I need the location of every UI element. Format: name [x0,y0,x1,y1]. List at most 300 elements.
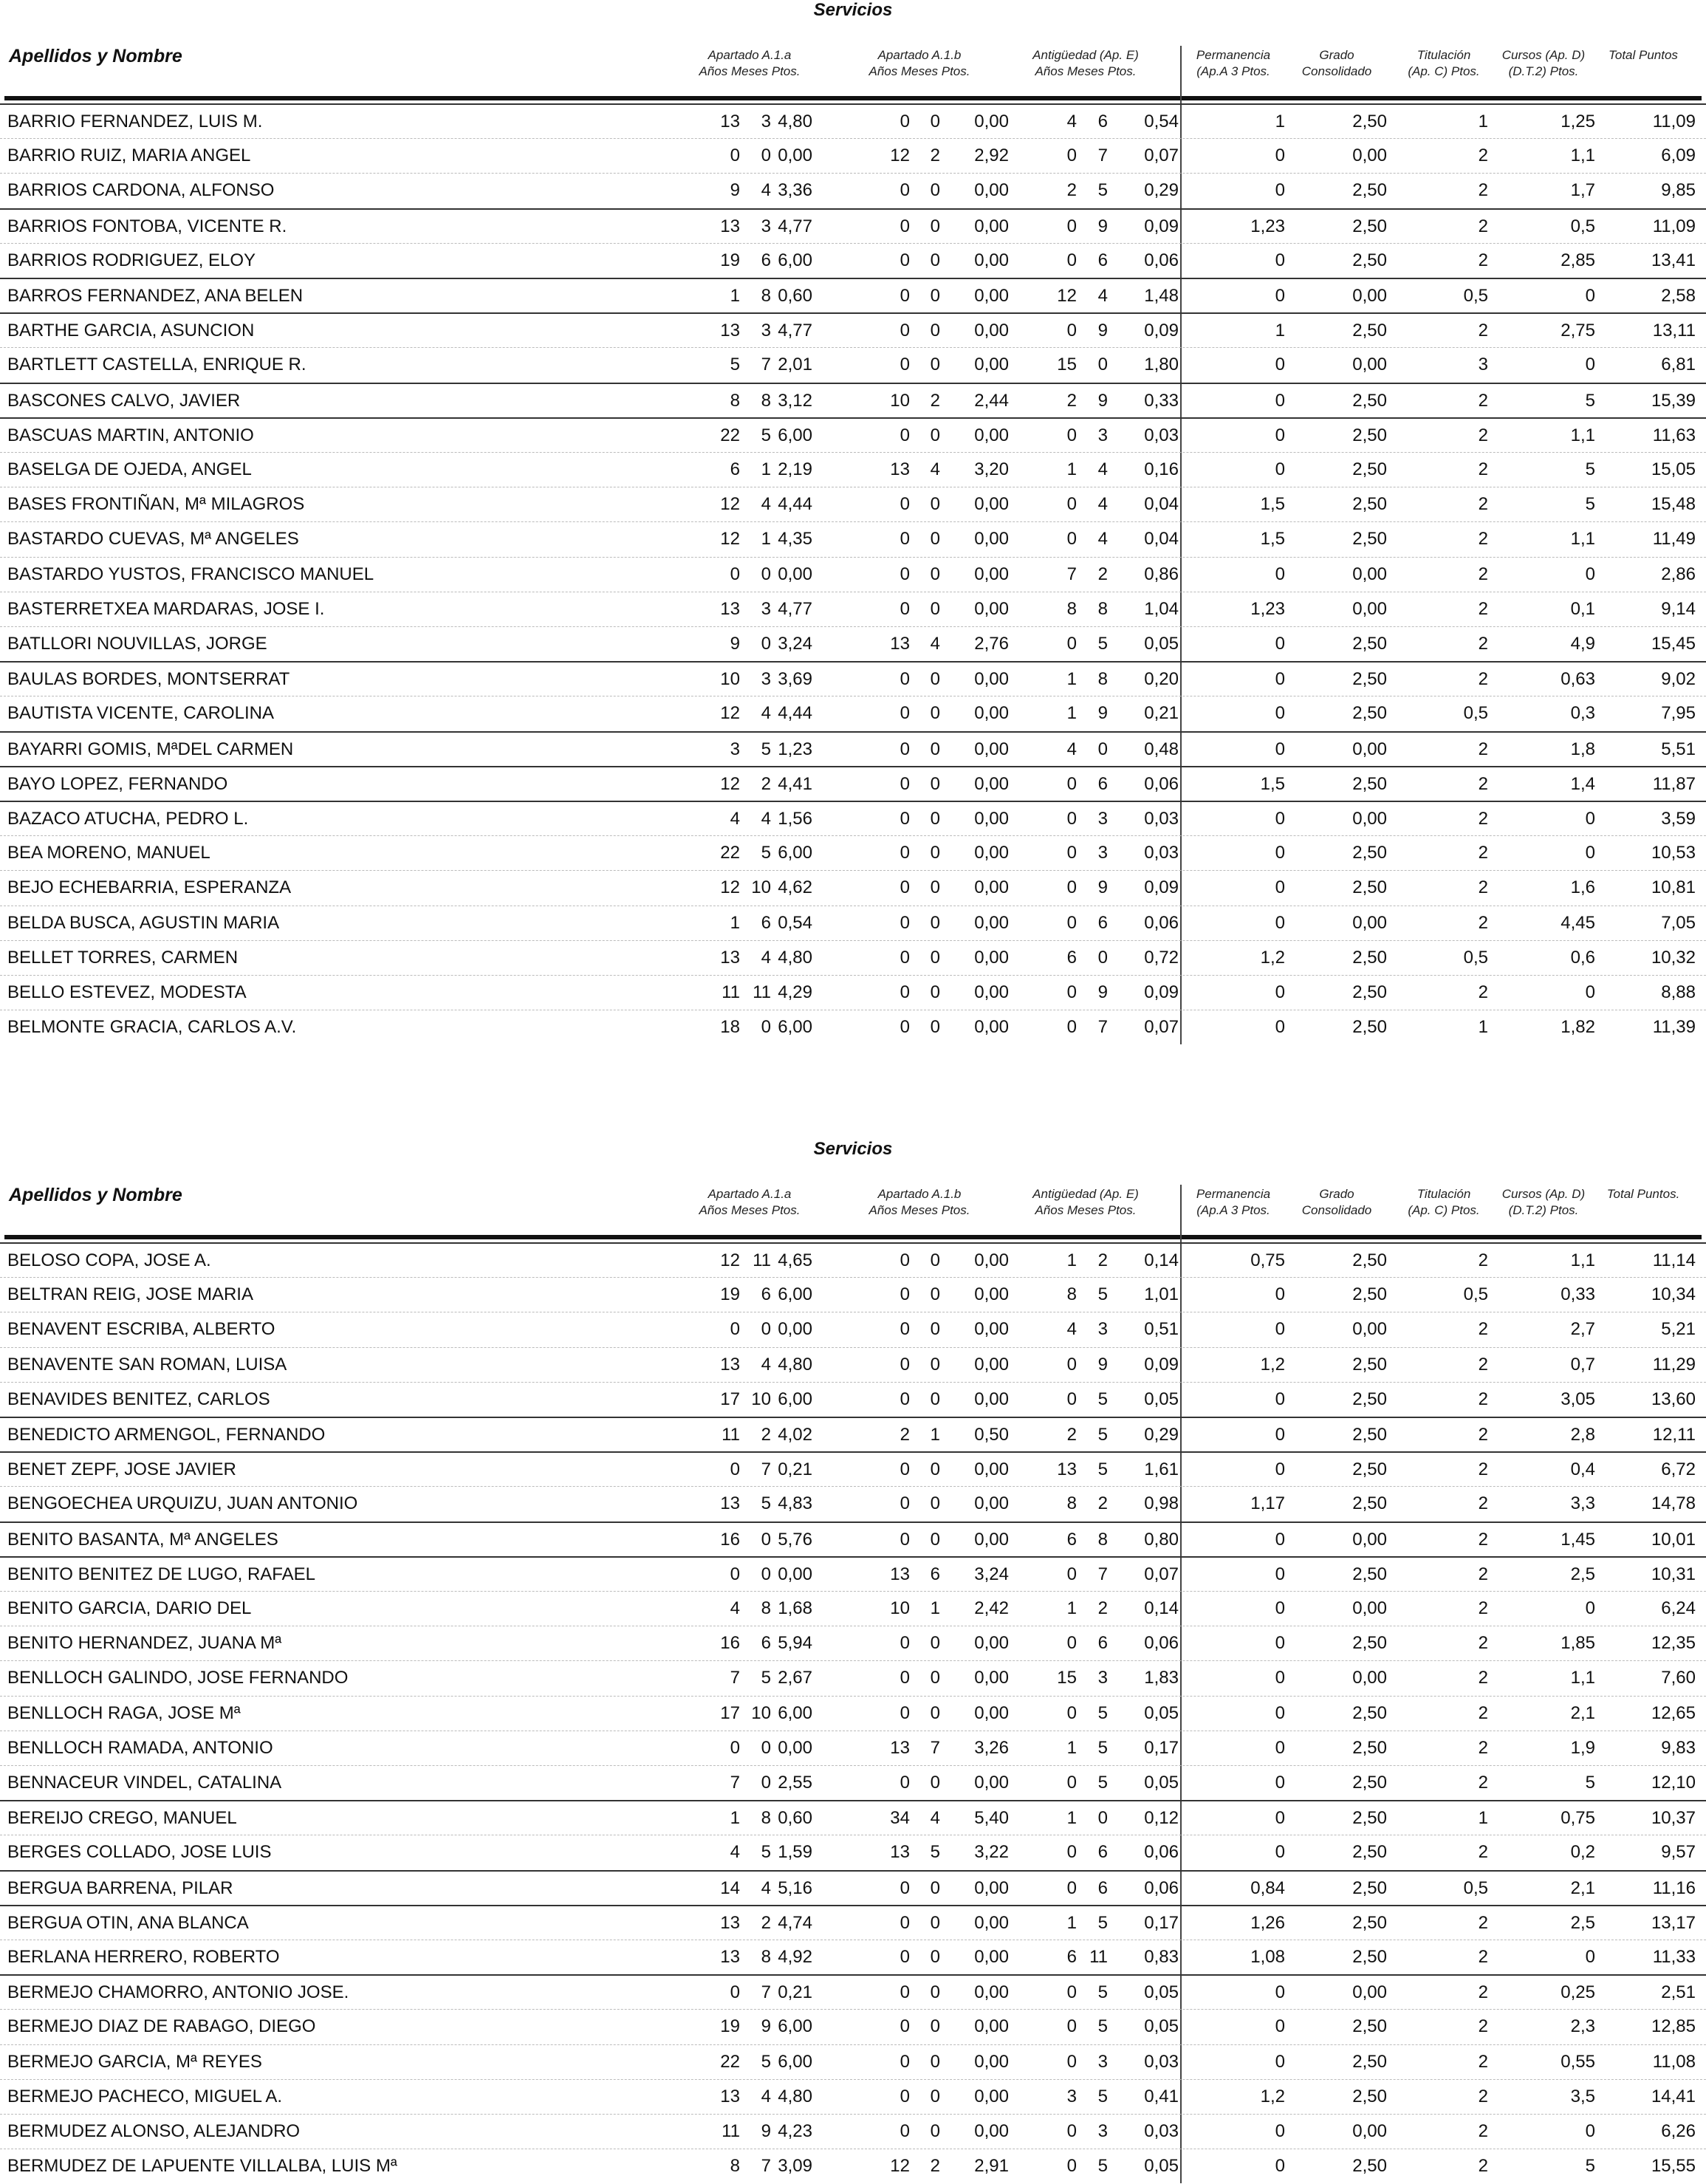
table-row [0,2079,1706,2115]
a1a-meses-cell: 0 [761,1737,771,1758]
grado-cell: 2,50 [1352,877,1387,898]
a1b-anos-cell: 0 [900,598,910,619]
employee-name: BENLLOCH RAMADA, ANTONIO [7,1737,273,1758]
a1a-ptos-cell: 0,00 [778,564,812,584]
ant-meses-cell: 3 [1097,843,1108,863]
ant-anos-cell: 4 [1066,1319,1077,1340]
total-cell: 5,51 [1661,739,1696,759]
a1b-ptos-cell: 0,00 [974,250,1009,270]
total-cell: 12,10 [1651,1773,1696,1793]
a1a-ptos-cell: 0,00 [778,1319,812,1340]
permanencia-cell: 0 [1275,1319,1285,1340]
cursos-cell: 1,9 [1570,1737,1595,1758]
a1b-ptos-cell: 5,40 [974,1808,1009,1829]
a1a-anos-cell: 4 [730,1598,740,1618]
titulacion-cell: 2 [1478,1842,1488,1863]
ant-ptos-cell: 1,80 [1144,355,1179,375]
a1b-anos-cell: 0 [900,1668,910,1688]
column-header-total [1562,1186,1706,1202]
total-cell: 6,81 [1661,355,1696,375]
ant-ptos-cell: 0,86 [1144,564,1179,584]
ant-ptos-cell: 0,09 [1144,982,1179,1002]
a1b-meses-cell: 0 [930,843,940,863]
ant-anos-cell: 1 [1066,1912,1077,1933]
ant-ptos-cell: 0,06 [1144,1877,1179,1898]
a1b-meses-cell: 0 [930,1702,940,1723]
column-header-line: Apartado A.1.a [708,1187,792,1201]
a1a-anos-cell: 19 [720,1284,740,1305]
total-cell: 13,60 [1651,1389,1696,1409]
cursos-cell: 0,5 [1570,216,1595,236]
a1a-meses-cell: 0 [761,1017,771,1038]
total-cell: 15,05 [1651,459,1696,479]
ant-meses-cell: 7 [1097,1017,1108,1038]
cursos-cell: 0 [1585,1598,1595,1618]
table-row [0,1974,1706,2010]
a1b-meses-cell: 0 [930,355,940,375]
employee-name: BENGOECHEA URQUIZU, JUAN ANTONIO [7,1493,358,1514]
a1a-anos-cell: 13 [720,1493,740,1514]
employee-name: BARRIOS FONTOBA, VICENTE R. [7,216,287,236]
a1a-meses-cell: 1 [761,529,771,550]
column-header-line: Antigüedad (Ap. E) [1032,48,1139,62]
a1b-ptos-cell: 0,00 [974,912,1009,933]
a1a-anos-cell: 10 [720,669,740,690]
permanencia-cell: 0 [1275,1017,1285,1038]
cursos-cell: 0,55 [1561,2051,1595,2072]
a1b-ptos-cell: 0,00 [974,1947,1009,1967]
a1a-ptos-cell: 4,29 [778,982,812,1002]
ant-anos-cell: 0 [1066,912,1077,933]
a1b-meses-cell: 0 [930,216,940,236]
table-row [0,1940,1706,1975]
a1a-ptos-cell: 6,00 [778,1702,812,1723]
column-header-line: Años Meses Ptos. [869,64,970,78]
a1a-meses-cell: 4 [761,180,771,201]
ant-ptos-cell: 0,03 [1144,2121,1179,2141]
permanencia-cell: 1,5 [1260,773,1285,794]
table-row [0,487,1706,522]
a1b-meses-cell: 0 [930,1982,940,2003]
a1a-meses-cell: 1 [761,459,771,479]
ant-anos-cell: 0 [1066,425,1077,445]
grado-cell: 2,50 [1352,1947,1387,1967]
a1b-ptos-cell: 2,92 [974,146,1009,166]
grado-cell: 0,00 [1352,598,1387,619]
a1b-anos-cell: 2 [900,1425,910,1445]
grado-cell: 2,50 [1352,669,1387,690]
permanencia-cell: 0 [1275,390,1285,411]
a1a-ptos-cell: 4,02 [778,1425,812,1445]
a1b-anos-cell: 13 [890,1842,910,1863]
column-header-total [1562,47,1706,64]
a1b-anos-cell: 0 [900,1017,910,1038]
ant-anos-cell: 1 [1066,1737,1077,1758]
a1a-ptos-cell: 4,80 [778,947,812,968]
titulacion-cell: 2 [1478,1425,1488,1445]
total-cell: 11,29 [1652,1354,1696,1375]
ant-ptos-cell: 0,05 [1144,2016,1179,2037]
ant-ptos-cell: 0,98 [1144,1493,1179,1514]
a1a-ptos-cell: 4,23 [778,2121,812,2141]
permanencia-cell: 0 [1275,355,1285,375]
titulacion-cell: 2 [1478,877,1488,898]
a1a-ptos-cell: 3,69 [778,669,812,690]
permanencia-cell: 1 [1275,321,1285,341]
a1b-meses-cell: 0 [930,1947,940,1967]
a1a-anos-cell: 17 [720,1389,740,1409]
total-cell: 10,31 [1651,1564,1696,1584]
a1b-anos-cell: 0 [900,982,910,1002]
ant-meses-cell: 6 [1097,1842,1108,1863]
table-row [0,243,1706,278]
a1a-anos-cell: 0 [730,146,740,166]
table-row [0,1731,1706,1766]
ant-anos-cell: 2 [1066,390,1077,411]
a1a-anos-cell: 0 [730,1737,740,1758]
a1b-meses-cell: 0 [930,2086,940,2106]
permanencia-cell: 1,5 [1260,529,1285,550]
cursos-cell: 2,3 [1570,2016,1595,2037]
a1a-meses-cell: 8 [761,1808,771,1829]
a1b-meses-cell: 0 [930,286,940,306]
ant-meses-cell: 8 [1097,598,1108,619]
total-cell: 11,16 [1652,1877,1696,1898]
a1a-meses-cell: 7 [761,1982,771,2003]
a1b-ptos-cell: 0,00 [974,1017,1009,1038]
a1a-meses-cell: 10 [751,1702,771,1723]
a1a-ptos-cell: 4,44 [778,494,812,515]
ant-meses-cell: 5 [1097,180,1108,201]
employee-name: BENAVENTE SAN ROMAN, LUISA [7,1354,287,1375]
ant-anos-cell: 0 [1066,1982,1077,2003]
a1a-anos-cell: 13 [720,598,740,619]
titulacion-cell: 2 [1478,598,1488,619]
column-header-line: Años Meses Ptos. [1035,1203,1137,1217]
a1b-meses-cell: 0 [930,1459,940,1480]
titulacion-cell: 2 [1478,216,1488,236]
ant-anos-cell: 1 [1066,459,1077,479]
a1b-anos-cell: 0 [900,1773,910,1793]
permanencia-cell: 1,5 [1260,494,1285,515]
a1b-ptos-cell: 3,22 [974,1842,1009,1863]
a1a-meses-cell: 3 [761,321,771,341]
total-cell: 9,85 [1661,180,1696,201]
permanencia-cell: 0 [1275,739,1285,759]
ant-meses-cell: 8 [1097,669,1108,690]
a1a-anos-cell: 0 [730,564,740,584]
column-header-line: Titulación [1416,1187,1471,1201]
column-header-line: Consolidado [1301,64,1372,78]
employee-name: BENET ZEPF, JOSE JAVIER [7,1459,236,1480]
ant-anos-cell: 13 [1057,1459,1077,1480]
column-header-line: Antigüedad (Ap. E) [1032,1187,1139,1201]
table-row [0,1417,1706,1453]
section-title: Servicios [813,1139,893,1159]
a1a-ptos-cell: 4,80 [778,1354,812,1375]
a1b-anos-cell: 0 [900,1912,910,1933]
a1b-meses-cell: 2 [930,390,940,411]
ant-anos-cell: 0 [1066,1389,1077,1409]
titulacion-cell: 2 [1478,1354,1488,1375]
cursos-cell: 1,1 [1570,1250,1595,1270]
titulacion-cell: 2 [1478,912,1488,933]
a1a-meses-cell: 9 [761,2121,771,2141]
a1b-anos-cell: 0 [900,739,910,759]
grado-cell: 2,50 [1352,2016,1387,2037]
a1a-meses-cell: 3 [761,598,771,619]
a1b-meses-cell: 0 [930,739,940,759]
table-row [0,1312,1706,1347]
a1b-anos-cell: 0 [900,877,910,898]
column-header-line: (Ap.A 3 Ptos. [1196,64,1270,78]
ant-meses-cell: 2 [1097,1493,1108,1514]
a1a-ptos-cell: 6,00 [778,2016,812,2037]
column-header-line: (D.T.2) Ptos. [1508,64,1579,78]
titulacion-cell: 2 [1478,321,1488,341]
total-cell: 11,08 [1652,2051,1696,2072]
a1b-ptos-cell: 0,00 [974,180,1009,201]
grado-cell: 2,50 [1352,112,1387,131]
a1a-meses-cell: 7 [761,355,771,375]
column-header-line: Años Meses Ptos. [699,64,801,78]
titulacion-cell: 2 [1478,1598,1488,1618]
column-header-a1b [838,1186,1001,1219]
a1a-ptos-cell: 2,67 [778,1668,812,1688]
titulacion-cell: 2 [1478,425,1488,445]
ant-meses-cell: 3 [1097,809,1108,829]
employee-name: BERGUA OTIN, ANA BLANCA [7,1912,249,1933]
total-cell: 11,09 [1652,112,1696,131]
ant-ptos-cell: 1,83 [1144,1668,1179,1688]
a1a-meses-cell: 2 [761,1912,771,1933]
a1b-meses-cell: 5 [930,1842,940,1863]
grado-cell: 2,50 [1352,703,1387,724]
a1a-ptos-cell: 4,65 [778,1250,812,1270]
a1b-ptos-cell: 3,20 [974,459,1009,479]
ant-meses-cell: 5 [1097,1702,1108,1723]
employee-name: BASES FRONTIÑAN, Mª MILAGROS [7,494,305,515]
a1b-anos-cell: 0 [900,809,910,829]
a1b-anos-cell: 0 [900,843,910,863]
permanencia-cell: 0 [1275,425,1285,445]
a1a-meses-cell: 5 [761,1842,771,1863]
employee-name: BASCONES CALVO, JAVIER [7,390,241,411]
permanencia-cell: 0 [1275,2156,1285,2177]
a1a-ptos-cell: 6,00 [778,250,812,270]
a1a-anos-cell: 11 [722,1425,740,1445]
total-cell: 6,26 [1661,2121,1696,2141]
a1b-anos-cell: 0 [900,703,910,724]
total-cell: 10,01 [1651,1529,1696,1550]
a1a-anos-cell: 19 [720,250,740,270]
ant-anos-cell: 1 [1066,1250,1077,1270]
titulacion-cell: 2 [1478,1947,1488,1967]
a1b-anos-cell: 0 [900,286,910,306]
a1a-meses-cell: 4 [761,2086,771,2106]
ant-ptos-cell: 0,06 [1144,773,1179,794]
titulacion-cell: 1 [1478,112,1488,131]
cursos-cell: 2,75 [1561,321,1595,341]
employee-name: BERMEJO CHAMORRO, ANTONIO JOSE. [7,1982,349,2003]
titulacion-cell: 2 [1478,1912,1488,1933]
cursos-cell: 2,1 [1570,1702,1595,1723]
a1a-ptos-cell: 0,60 [778,1808,812,1829]
total-cell: 12,35 [1651,1633,1696,1654]
a1a-meses-cell: 4 [761,947,771,968]
a1b-anos-cell: 13 [890,459,910,479]
titulacion-cell: 2 [1478,843,1488,863]
employee-name: BARRIOS RODRIGUEZ, ELOY [7,250,256,270]
table-row [0,1905,1706,1941]
column-header-ant [1004,47,1167,80]
a1a-anos-cell: 18 [720,1017,740,1038]
table-section [0,0,1706,1038]
permanencia-cell: 0 [1275,912,1285,933]
permanencia-cell: 0,75 [1250,1250,1285,1270]
a1a-anos-cell: 11 [722,2121,740,2141]
total-cell: 11,09 [1652,216,1696,236]
grado-cell: 2,50 [1352,1633,1387,1654]
ant-ptos-cell: 0,29 [1144,180,1179,201]
total-cell: 13,11 [1652,321,1696,341]
a1a-meses-cell: 4 [761,809,771,829]
titulacion-cell: 2 [1478,564,1488,584]
grado-cell: 0,00 [1352,286,1387,306]
titulacion-cell: 3 [1478,355,1488,375]
total-cell: 3,59 [1661,809,1696,829]
cursos-cell: 0,6 [1570,947,1595,968]
a1b-ptos-cell: 0,00 [974,703,1009,724]
cursos-cell: 0,25 [1561,1982,1595,2003]
titulacion-cell: 2 [1478,1529,1488,1550]
a1b-meses-cell: 0 [930,1354,940,1375]
a1b-meses-cell: 0 [930,2051,940,2072]
a1b-meses-cell: 0 [930,1773,940,1793]
grado-cell: 2,50 [1352,1459,1387,1480]
table-section [0,1139,1706,2177]
a1b-anos-cell: 0 [900,1633,910,1654]
column-header-line: Apartado A.1.b [877,48,962,62]
ant-ptos-cell: 0,06 [1144,250,1179,270]
ant-ptos-cell: 0,06 [1144,912,1179,933]
table-row [0,383,1706,419]
a1a-ptos-cell: 4,44 [778,703,812,724]
total-cell: 12,65 [1651,1702,1696,1723]
a1a-anos-cell: 22 [720,425,740,445]
header-rule [4,96,1702,100]
table-row [0,870,1706,906]
a1a-meses-cell: 5 [761,1493,771,1514]
a1b-meses-cell: 0 [930,1668,940,1688]
ant-ptos-cell: 0,16 [1144,459,1179,479]
a1b-anos-cell: 0 [900,216,910,236]
a1b-anos-cell: 0 [900,180,910,201]
a1b-meses-cell: 0 [930,529,940,550]
permanencia-cell: 0 [1275,1737,1285,1758]
a1b-anos-cell: 0 [900,425,910,445]
ant-anos-cell: 0 [1066,1702,1077,1723]
ant-anos-cell: 0 [1066,494,1077,515]
table-row [0,1556,1706,1592]
grado-cell: 0,00 [1352,2121,1387,2141]
column-header-line: Permanencia [1196,1187,1271,1201]
a1a-anos-cell: 16 [720,1633,740,1654]
ant-anos-cell: 2 [1066,1425,1077,1445]
a1b-meses-cell: 0 [930,1017,940,1038]
a1a-anos-cell: 5 [730,355,740,375]
total-cell: 11,39 [1652,1017,1696,1038]
total-cell: 11,87 [1652,773,1696,794]
a1a-meses-cell: 3 [761,669,771,690]
table-row [0,417,1706,453]
a1b-anos-cell: 0 [900,912,910,933]
permanencia-cell: 1,2 [1260,1354,1285,1375]
a1a-ptos-cell: 5,94 [778,1633,812,1654]
ant-meses-cell: 9 [1097,321,1108,341]
ant-ptos-cell: 1,48 [1144,286,1179,306]
employee-name: BEREIJO CREGO, MANUEL [7,1808,237,1829]
total-cell: 11,33 [1652,1947,1696,1967]
permanencia-cell: 0 [1275,459,1285,479]
a1b-anos-cell: 0 [900,529,910,550]
titulacion-cell: 2 [1478,250,1488,270]
total-cell: 7,05 [1661,912,1696,933]
a1a-anos-cell: 0 [730,1982,740,2003]
a1b-ptos-cell: 0,00 [974,598,1009,619]
cursos-cell: 0 [1585,809,1595,829]
a1a-anos-cell: 13 [720,321,740,341]
a1b-meses-cell: 0 [930,1912,940,1933]
grado-cell: 2,50 [1352,2051,1387,2072]
employee-name: BAZACO ATUCHA, PEDRO L. [7,809,249,829]
titulacion-cell: 2 [1478,1459,1488,1480]
permanencia-cell: 1,17 [1250,1493,1285,1514]
employee-name: BERMEJO GARCIA, Mª REYES [7,2051,262,2072]
a1b-ptos-cell: 0,00 [974,947,1009,968]
ant-meses-cell: 9 [1097,1354,1108,1375]
a1a-ptos-cell: 3,24 [778,634,812,654]
a1b-ptos-cell: 0,00 [974,773,1009,794]
a1a-ptos-cell: 6,00 [778,2051,812,2072]
ant-anos-cell: 1 [1066,669,1077,690]
ant-ptos-cell: 0,12 [1144,1808,1179,1829]
permanencia-cell: 0 [1275,1808,1285,1829]
cursos-cell: 3,3 [1570,1493,1595,1514]
total-cell: 2,58 [1661,286,1696,306]
ant-ptos-cell: 0,72 [1144,947,1179,968]
a1b-anos-cell: 0 [900,1389,910,1409]
ant-anos-cell: 0 [1066,877,1077,898]
cursos-cell: 1,45 [1561,1529,1595,1550]
a1a-meses-cell: 0 [761,564,771,584]
employee-name: BENAVIDES BENITEZ, CARLOS [7,1389,270,1409]
ant-anos-cell: 0 [1066,216,1077,236]
a1b-meses-cell: 0 [930,494,940,515]
a1b-anos-cell: 0 [900,1284,910,1305]
permanencia-cell: 0 [1275,180,1285,201]
permanencia-cell: 1,08 [1250,1947,1285,1967]
a1a-anos-cell: 12 [720,703,740,724]
a1b-ptos-cell: 0,00 [974,877,1009,898]
ant-ptos-cell: 0,03 [1144,425,1179,445]
column-header-line: Permanencia [1196,48,1271,62]
ant-meses-cell: 5 [1097,2016,1108,2037]
column-header-line: Grado [1319,48,1354,62]
a1a-meses-cell: 5 [761,843,771,863]
a1b-meses-cell: 0 [930,180,940,201]
permanencia-cell: 0 [1275,1702,1285,1723]
